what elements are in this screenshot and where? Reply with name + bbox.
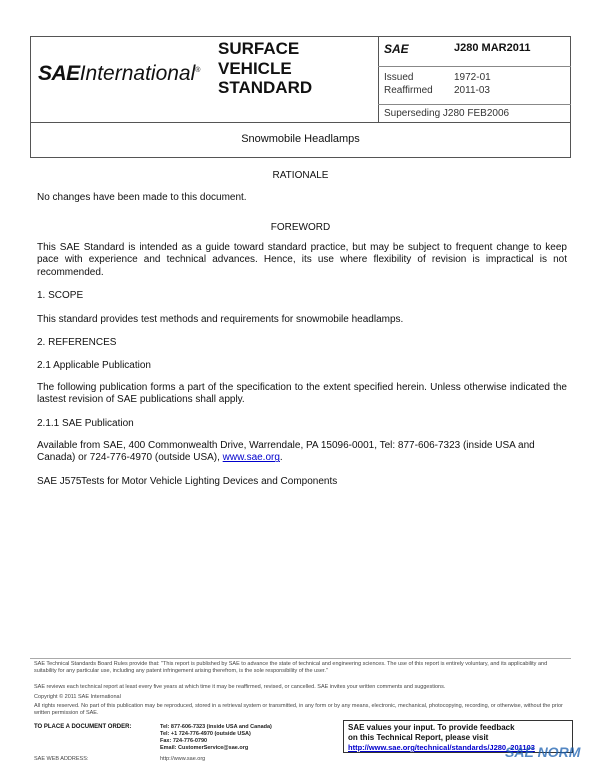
footer-disclaimer: SAE Technical Standards Board Rules provide that: "This report is published by SAE to advance the state of technical and engineering sciences. The use of this report is entirely voluntary, and its applicability and suitability for any particular use, including any patent infringement arising therefrom, is the sole responsibility of the user."	[34, 661, 548, 675]
footer-rights: All rights reserved. No part of this publication may be reproduced, stored in a retrieval system or transmitted, in any form or by any means, electronic, mechanical, photocopying, recording, or otherwise, without the prior written permission of SAE.	[34, 703, 563, 717]
applicable-heading: 2.1 Applicable Publication	[37, 360, 151, 371]
foreword-text: This SAE Standard is intended as a guide toward standard practice, but may be subject to frequent change to keep pace with experience and technical advances. Hence, its use where flexibility of revision is impractical is not recommended.	[37, 242, 567, 278]
rationale-text: No changes have been made to this document.	[37, 192, 247, 203]
issued-label: Issued	[384, 72, 414, 83]
sae-pub-heading: 2.1.1 SAE Publication	[37, 418, 134, 429]
rationale-heading: RATIONALE	[272, 170, 329, 181]
web-label: SAE WEB ADDRESS:	[34, 756, 89, 762]
sae-small-logo: SAE	[384, 42, 409, 56]
order-label: TO PLACE A DOCUMENT ORDER:	[34, 724, 132, 730]
foreword-heading: FOREWORD	[270, 222, 331, 233]
superseding: Superseding J280 FEB2006	[384, 108, 510, 119]
reference-title: Tests for Motor Vehicle Lighting Devices and Components	[81, 476, 338, 487]
watermark-logo: SAE NORM	[505, 744, 581, 760]
header-divider	[378, 36, 379, 123]
sae-logo: SAEInternational®	[38, 62, 201, 85]
reaffirmed-value: 2011-03	[454, 85, 490, 96]
sae-pub-text: Available from SAE, 400 Commonwealth Drive, Warrendale, PA 15096-0001, Tel: 877-606-7323 (inside USA and Canada) or 724-776-4970 (outside USA), www.sae.org.	[37, 440, 535, 464]
reaffirmed-label: Reaffirmed	[384, 85, 433, 96]
references-heading: 2. REFERENCES	[37, 337, 117, 348]
document-type: SURFACE VEHICLE STANDARD	[218, 39, 313, 97]
web-url[interactable]: http://www.sae.org	[160, 756, 206, 762]
order-contacts: Tel: 877-606-7323 (inside USA and Canada) Tel: +1 724-776-4970 (outside USA) Fax: 724-776-0790 Email: CustomerService@sae.org	[160, 724, 272, 751]
footer-review-note: SAE reviews each technical report at least every five years at which time it may be reaffirmed, revised, or cancelled. SAE invites your written comments and suggestions.	[34, 684, 446, 690]
feedback-link[interactable]: http://www.sae.org/technical/standards/J280_201103	[348, 743, 535, 752]
applicable-text: The following publication forms a part of the specification to the extent specified herein. Unless otherwise indicated the lastest revision of SAE publications shall apply.	[37, 382, 567, 406]
sae-website-link[interactable]: www.sae.org	[222, 452, 280, 464]
issued-value: 1972-01	[454, 72, 491, 83]
reference-code: SAE J575	[37, 476, 82, 487]
header-rule-1	[378, 66, 571, 67]
feedback-box: SAE values your input. To provide feedback on this Technical Report, please visit http://www.sae.org/technical/standards/J280_201103	[343, 720, 573, 753]
scope-text: This standard provides test methods and requirements for snowmobile headlamps.	[37, 314, 404, 325]
footer-copyright: Copyright © 2011 SAE International	[34, 694, 121, 700]
document-number: J280 MAR2011	[454, 42, 531, 54]
header-rule-2	[378, 104, 571, 105]
document-title: Snowmobile Headlamps	[241, 133, 360, 145]
footer-rule	[30, 658, 571, 659]
scope-heading: 1. SCOPE	[37, 290, 84, 301]
